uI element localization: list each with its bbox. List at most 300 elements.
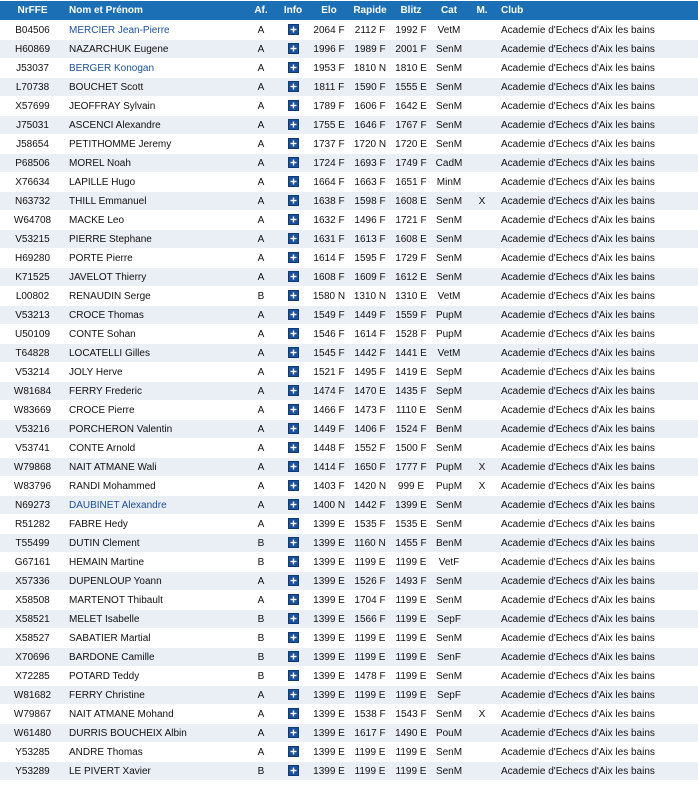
cell-info <box>277 477 309 495</box>
plus-box-icon[interactable] <box>288 708 299 719</box>
cell-player-name[interactable]: JAVELOT Thierry <box>65 268 245 286</box>
plus-box-icon[interactable] <box>288 62 299 73</box>
cell-info <box>277 648 309 666</box>
cell-affiliation: A <box>245 249 277 267</box>
cell-elo: 1474 F <box>309 382 349 400</box>
cell-rapide: 1720 N <box>349 135 391 153</box>
cell-player-name[interactable]: PORTE Pierre <box>65 249 245 267</box>
cell-elo: 2064 F <box>309 21 349 39</box>
cell-club: Academie d'Echecs d'Aix les bains <box>497 59 698 77</box>
cell-club: Academie d'Echecs d'Aix les bains <box>497 40 698 58</box>
cell-affiliation: B <box>245 610 277 628</box>
cell-rapide: 1473 F <box>349 401 391 419</box>
cell-nrffe: W81684 <box>0 382 65 400</box>
cell-club: Academie d'Echecs d'Aix les bains <box>497 648 698 666</box>
cell-info <box>277 743 309 761</box>
cell-player-name[interactable]: MARTENOT Thibault <box>65 591 245 609</box>
cell-blitz: 1199 E <box>391 762 431 780</box>
table-row <box>0 667 698 685</box>
plus-box-icon[interactable] <box>288 461 299 472</box>
cell-club: Academie d'Echecs d'Aix les bains <box>497 192 698 210</box>
cell-info <box>277 135 309 153</box>
plus-box-icon[interactable] <box>288 499 299 510</box>
cell-player-name[interactable]: THILL Emmanuel <box>65 192 245 210</box>
plus-box-icon[interactable] <box>288 24 299 35</box>
cell-club: Academie d'Echecs d'Aix les bains <box>497 534 698 552</box>
plus-box-icon[interactable] <box>288 309 299 320</box>
cell-elo: 1399 E <box>309 705 349 723</box>
cell-blitz: 1642 E <box>391 97 431 115</box>
cell-elo: 1399 E <box>309 553 349 571</box>
cell-blitz: 1199 E <box>391 743 431 761</box>
cell-club: Academie d'Echecs d'Aix les bains <box>497 382 698 400</box>
cell-nrffe: W64708 <box>0 211 65 229</box>
cell-category: PupM <box>431 306 467 324</box>
cell-info <box>277 667 309 685</box>
table-row <box>0 515 698 533</box>
cell-player-name[interactable]: SABATIER Martial <box>65 629 245 647</box>
cell-nrffe: X58527 <box>0 629 65 647</box>
plus-box-icon[interactable] <box>288 157 299 168</box>
cell-player-name[interactable]: DAUBINET Alexandre <box>65 496 245 514</box>
cell-rapide: 1538 F <box>349 705 391 723</box>
cell-elo: 1549 F <box>309 306 349 324</box>
plus-box-icon[interactable] <box>288 214 299 225</box>
cell-club: Academie d'Echecs d'Aix les bains <box>497 610 698 628</box>
cell-mute <box>467 610 497 628</box>
cell-blitz: 1110 E <box>391 401 431 419</box>
plus-box-icon[interactable] <box>288 233 299 244</box>
cell-blitz: 2001 F <box>391 40 431 58</box>
cell-mute <box>467 59 497 77</box>
cell-blitz: 1310 E <box>391 287 431 305</box>
cell-player-name[interactable]: LE PIVERT Xavier <box>65 762 245 780</box>
table-row <box>0 572 698 590</box>
cell-player-name[interactable]: RANDI Mohammed <box>65 477 245 495</box>
cell-category: SenM <box>431 591 467 609</box>
cell-elo: 1399 E <box>309 743 349 761</box>
table-row <box>0 420 698 438</box>
cell-nrffe: L00802 <box>0 287 65 305</box>
cell-affiliation: A <box>245 116 277 134</box>
cell-info <box>277 268 309 286</box>
cell-affiliation: A <box>245 78 277 96</box>
cell-category: SenM <box>431 705 467 723</box>
table-row <box>0 743 698 761</box>
plus-box-icon[interactable] <box>288 518 299 529</box>
table-row <box>0 477 698 495</box>
cell-affiliation: A <box>245 363 277 381</box>
cell-player-name[interactable]: PIERRE Stephane <box>65 230 245 248</box>
cell-nrffe: W81682 <box>0 686 65 704</box>
cell-nrffe: V53741 <box>0 439 65 457</box>
table-row <box>0 591 698 609</box>
cell-player-name[interactable]: JOLY Herve <box>65 363 245 381</box>
cell-club: Academie d'Echecs d'Aix les bains <box>497 78 698 96</box>
cell-mute <box>467 97 497 115</box>
cell-player-name[interactable]: ANDRE Thomas <box>65 743 245 761</box>
cell-elo: 1399 E <box>309 515 349 533</box>
plus-box-icon[interactable] <box>288 366 299 377</box>
cell-category: VetF <box>431 553 467 571</box>
cell-club: Academie d'Echecs d'Aix les bains <box>497 515 698 533</box>
cell-info <box>277 78 309 96</box>
cell-category: SenM <box>431 515 467 533</box>
cell-category: MinM <box>431 173 467 191</box>
plus-box-icon[interactable] <box>288 556 299 567</box>
cell-elo: 1399 E <box>309 724 349 742</box>
cell-elo: 1403 F <box>309 477 349 495</box>
cell-affiliation: A <box>245 477 277 495</box>
cell-rapide: 1598 F <box>349 192 391 210</box>
cell-blitz: 999 E <box>391 477 431 495</box>
cell-elo: 1953 F <box>309 59 349 77</box>
cell-player-name[interactable]: NAZARCHUK Eugene <box>65 40 245 58</box>
cell-affiliation: A <box>245 40 277 58</box>
cell-rapide: 1442 F <box>349 496 391 514</box>
table-row <box>0 249 698 267</box>
cell-elo: 1399 E <box>309 610 349 628</box>
plus-box-icon[interactable] <box>288 100 299 111</box>
header-blitz[interactable]: Blitz <box>391 1 431 20</box>
cell-info <box>277 572 309 590</box>
cell-info <box>277 344 309 362</box>
table-row <box>0 325 698 343</box>
table-row <box>0 629 698 647</box>
cell-mute <box>467 325 497 343</box>
cell-nrffe: G67161 <box>0 553 65 571</box>
cell-info <box>277 762 309 780</box>
cell-elo: 1546 F <box>309 325 349 343</box>
cell-affiliation: A <box>245 686 277 704</box>
cell-nrffe: X72285 <box>0 667 65 685</box>
plus-box-icon[interactable] <box>288 385 299 396</box>
cell-club: Academie d'Echecs d'Aix les bains <box>497 116 698 134</box>
cell-player-name[interactable]: DUTIN Clement <box>65 534 245 552</box>
cell-info <box>277 363 309 381</box>
cell-category: SenM <box>431 762 467 780</box>
cell-blitz: 1721 F <box>391 211 431 229</box>
table-row <box>0 610 698 628</box>
cell-affiliation: A <box>245 268 277 286</box>
cell-affiliation: A <box>245 306 277 324</box>
cell-player-name[interactable]: POTARD Teddy <box>65 667 245 685</box>
cell-mute <box>467 306 497 324</box>
cell-player-name[interactable]: BERGER Konogan <box>65 59 245 77</box>
cell-blitz: 1528 F <box>391 325 431 343</box>
cell-category: SenM <box>431 97 467 115</box>
cell-rapide: 1160 N <box>349 534 391 552</box>
plus-box-icon[interactable] <box>288 746 299 757</box>
plus-box-icon[interactable] <box>288 119 299 130</box>
table-row <box>0 553 698 571</box>
cell-player-name[interactable]: CONTE Arnold <box>65 439 245 457</box>
cell-mute <box>467 629 497 647</box>
plus-box-icon[interactable] <box>288 670 299 681</box>
cell-info <box>277 97 309 115</box>
cell-rapide: 1406 F <box>349 420 391 438</box>
plus-box-icon[interactable] <box>288 442 299 453</box>
cell-info <box>277 382 309 400</box>
plus-box-icon[interactable] <box>288 632 299 643</box>
cell-rapide: 1199 E <box>349 686 391 704</box>
cell-category: VetM <box>431 287 467 305</box>
plus-box-icon[interactable] <box>288 575 299 586</box>
cell-player-name[interactable]: ASCENCI Alexandre <box>65 116 245 134</box>
cell-blitz: 1992 F <box>391 21 431 39</box>
cell-affiliation: A <box>245 401 277 419</box>
cell-blitz: 1490 E <box>391 724 431 742</box>
cell-player-name[interactable]: LOCATELLI Gilles <box>65 344 245 362</box>
table-row <box>0 306 698 324</box>
cell-affiliation: A <box>245 572 277 590</box>
cell-elo: 1399 E <box>309 648 349 666</box>
header-m[interactable]: M. <box>467 1 497 20</box>
plus-box-icon[interactable] <box>288 176 299 187</box>
cell-nrffe: Y53285 <box>0 743 65 761</box>
cell-elo: 1631 F <box>309 230 349 248</box>
cell-nrffe: W79867 <box>0 705 65 723</box>
cell-affiliation: A <box>245 420 277 438</box>
cell-player-name[interactable]: MOREL Noah <box>65 154 245 172</box>
cell-rapide: 1650 F <box>349 458 391 476</box>
cell-rapide: 2112 F <box>349 21 391 39</box>
cell-player-name[interactable]: DUPENLOUP Yoann <box>65 572 245 590</box>
cell-category: SenM <box>431 268 467 286</box>
cell-mute <box>467 420 497 438</box>
cell-affiliation: A <box>245 97 277 115</box>
cell-nrffe: V53214 <box>0 363 65 381</box>
cell-player-name[interactable]: PETITHOMME Jeremy <box>65 135 245 153</box>
cell-elo: 1545 F <box>309 344 349 362</box>
table-header <box>0 1 698 20</box>
cell-affiliation: A <box>245 21 277 39</box>
cell-rapide: 1535 F <box>349 515 391 533</box>
cell-info <box>277 325 309 343</box>
cell-info <box>277 287 309 305</box>
cell-elo: 1399 E <box>309 591 349 609</box>
cell-player-name[interactable]: CROCE Pierre <box>65 401 245 419</box>
header-cat[interactable]: Cat <box>431 1 467 20</box>
plus-box-icon[interactable] <box>288 689 299 700</box>
plus-box-icon[interactable] <box>288 81 299 92</box>
cell-info <box>277 249 309 267</box>
plus-box-icon[interactable] <box>288 651 299 662</box>
cell-rapide: 1566 F <box>349 610 391 628</box>
cell-nrffe: H69280 <box>0 249 65 267</box>
header-elo[interactable]: Elo <box>309 1 349 20</box>
cell-category: SepF <box>431 686 467 704</box>
cell-player-name[interactable]: FERRY Christine <box>65 686 245 704</box>
cell-club: Academie d'Echecs d'Aix les bains <box>497 439 698 457</box>
cell-club: Academie d'Echecs d'Aix les bains <box>497 363 698 381</box>
cell-mute <box>467 363 497 381</box>
table-row <box>0 762 698 780</box>
cell-info <box>277 173 309 191</box>
cell-player-name[interactable]: MERCIER Jean-Pierre <box>65 21 245 39</box>
cell-rapide: 1614 F <box>349 325 391 343</box>
cell-rapide: 1704 F <box>349 591 391 609</box>
cell-mute <box>467 496 497 514</box>
cell-player-name[interactable]: NAIT ATMANE Wali <box>65 458 245 476</box>
cell-affiliation: B <box>245 629 277 647</box>
cell-player-name[interactable]: LAPILLE Hugo <box>65 173 245 191</box>
cell-player-name[interactable]: HEMAIN Martine <box>65 553 245 571</box>
header-af[interactable]: Af. <box>245 1 277 20</box>
cell-mute <box>467 648 497 666</box>
header-club[interactable]: Club <box>497 1 698 20</box>
cell-blitz: 1199 E <box>391 648 431 666</box>
cell-club: Academie d'Echecs d'Aix les bains <box>497 496 698 514</box>
plus-box-icon[interactable] <box>288 613 299 624</box>
cell-mute: X <box>467 458 497 476</box>
cell-player-name[interactable]: DURRIS BOUCHEIX Albin <box>65 724 245 742</box>
cell-blitz: 1767 F <box>391 116 431 134</box>
cell-category: SenM <box>431 401 467 419</box>
table-row <box>0 268 698 286</box>
cell-blitz: 1608 E <box>391 192 431 210</box>
cell-rapide: 1989 F <box>349 40 391 58</box>
plus-box-icon[interactable] <box>288 537 299 548</box>
cell-category: SenM <box>431 135 467 153</box>
cell-category: VetM <box>431 21 467 39</box>
table-row <box>0 287 698 305</box>
cell-club: Academie d'Echecs d'Aix les bains <box>497 553 698 571</box>
cell-affiliation: A <box>245 230 277 248</box>
cell-affiliation: B <box>245 534 277 552</box>
cell-player-name[interactable]: NAIT ATMANE Mohand <box>65 705 245 723</box>
cell-rapide: 1606 F <box>349 97 391 115</box>
cell-mute <box>467 553 497 571</box>
cell-mute <box>467 211 497 229</box>
cell-mute <box>467 78 497 96</box>
table-row <box>0 724 698 742</box>
cell-player-name[interactable]: RENAUDIN Serge <box>65 287 245 305</box>
cell-mute <box>467 686 497 704</box>
table-row <box>0 496 698 514</box>
cell-player-name[interactable]: JEOFFRAY Sylvain <box>65 97 245 115</box>
cell-blitz: 1612 E <box>391 268 431 286</box>
cell-category: PouM <box>431 724 467 742</box>
cell-affiliation: A <box>245 344 277 362</box>
cell-blitz: 1777 F <box>391 458 431 476</box>
cell-nrffe: P68506 <box>0 154 65 172</box>
cell-rapide: 1199 E <box>349 743 391 761</box>
header-nrffe[interactable]: NrFFE <box>0 1 65 20</box>
cell-club: Academie d'Echecs d'Aix les bains <box>497 762 698 780</box>
cell-nrffe: Y53289 <box>0 762 65 780</box>
plus-box-icon[interactable] <box>288 594 299 605</box>
cell-player-name[interactable]: MELET Isabelle <box>65 610 245 628</box>
plus-box-icon[interactable] <box>288 271 299 282</box>
cell-elo: 1789 F <box>309 97 349 115</box>
cell-player-name[interactable]: PORCHERON Valentin <box>65 420 245 438</box>
header-info: Info <box>277 1 309 20</box>
cell-player-name[interactable]: BARDONE Camille <box>65 648 245 666</box>
cell-category: SenM <box>431 78 467 96</box>
cell-elo: 1664 F <box>309 173 349 191</box>
cell-elo: 1399 E <box>309 667 349 685</box>
plus-box-icon[interactable] <box>288 290 299 301</box>
cell-category: PupM <box>431 458 467 476</box>
cell-info <box>277 553 309 571</box>
plus-box-icon[interactable] <box>288 138 299 149</box>
cell-rapide: 1646 F <box>349 116 391 134</box>
plus-box-icon[interactable] <box>288 404 299 415</box>
cell-nrffe: H60869 <box>0 40 65 58</box>
table-row <box>0 439 698 457</box>
table-row <box>0 154 698 172</box>
cell-club: Academie d'Echecs d'Aix les bains <box>497 401 698 419</box>
cell-nrffe: X58508 <box>0 591 65 609</box>
cell-mute <box>467 439 497 457</box>
cell-elo: 1608 F <box>309 268 349 286</box>
cell-affiliation: A <box>245 724 277 742</box>
cell-affiliation: A <box>245 211 277 229</box>
plus-box-icon[interactable] <box>288 252 299 263</box>
cell-mute <box>467 667 497 685</box>
cell-club: Academie d'Echecs d'Aix les bains <box>497 135 698 153</box>
table-row <box>0 230 698 248</box>
plus-box-icon[interactable] <box>288 423 299 434</box>
cell-category: VetM <box>431 344 467 362</box>
cell-rapide: 1199 E <box>349 629 391 647</box>
cell-club: Academie d'Echecs d'Aix les bains <box>497 686 698 704</box>
cell-category: PupM <box>431 325 467 343</box>
cell-player-name[interactable]: FERRY Frederic <box>65 382 245 400</box>
cell-club: Academie d'Echecs d'Aix les bains <box>497 458 698 476</box>
cell-player-name[interactable]: CONTE Sohan <box>65 325 245 343</box>
header-rapide[interactable]: Rapide <box>349 1 391 20</box>
cell-player-name[interactable]: MACKE Leo <box>65 211 245 229</box>
header-name[interactable]: Nom et Prénom <box>65 1 245 20</box>
cell-info <box>277 439 309 457</box>
plus-box-icon[interactable] <box>288 43 299 54</box>
cell-player-name[interactable]: BOUCHET Scott <box>65 78 245 96</box>
plus-box-icon[interactable] <box>288 480 299 491</box>
cell-mute <box>467 382 497 400</box>
plus-box-icon[interactable] <box>288 195 299 206</box>
cell-info <box>277 40 309 58</box>
cell-affiliation: A <box>245 439 277 457</box>
plus-box-icon[interactable] <box>288 765 299 776</box>
cell-elo: 1580 N <box>309 287 349 305</box>
cell-blitz: 1608 E <box>391 230 431 248</box>
cell-elo: 1399 E <box>309 629 349 647</box>
cell-category: SenM <box>431 496 467 514</box>
cell-category: SenM <box>431 572 467 590</box>
cell-rapide: 1470 E <box>349 382 391 400</box>
cell-affiliation: A <box>245 173 277 191</box>
cell-blitz: 1441 E <box>391 344 431 362</box>
cell-category: SepF <box>431 610 467 628</box>
plus-box-icon[interactable] <box>288 727 299 738</box>
cell-club: Academie d'Echecs d'Aix les bains <box>497 211 698 229</box>
cell-player-name[interactable]: FABRE Hedy <box>65 515 245 533</box>
plus-box-icon[interactable] <box>288 328 299 339</box>
cell-club: Academie d'Echecs d'Aix les bains <box>497 667 698 685</box>
cell-affiliation: A <box>245 705 277 723</box>
cell-nrffe: V53213 <box>0 306 65 324</box>
cell-mute: X <box>467 477 497 495</box>
cell-player-name[interactable]: CROCE Thomas <box>65 306 245 324</box>
cell-club: Academie d'Echecs d'Aix les bains <box>497 249 698 267</box>
plus-box-icon[interactable] <box>288 347 299 358</box>
cell-elo: 1414 F <box>309 458 349 476</box>
cell-nrffe: J75031 <box>0 116 65 134</box>
cell-blitz: 1535 E <box>391 515 431 533</box>
table-row <box>0 648 698 666</box>
